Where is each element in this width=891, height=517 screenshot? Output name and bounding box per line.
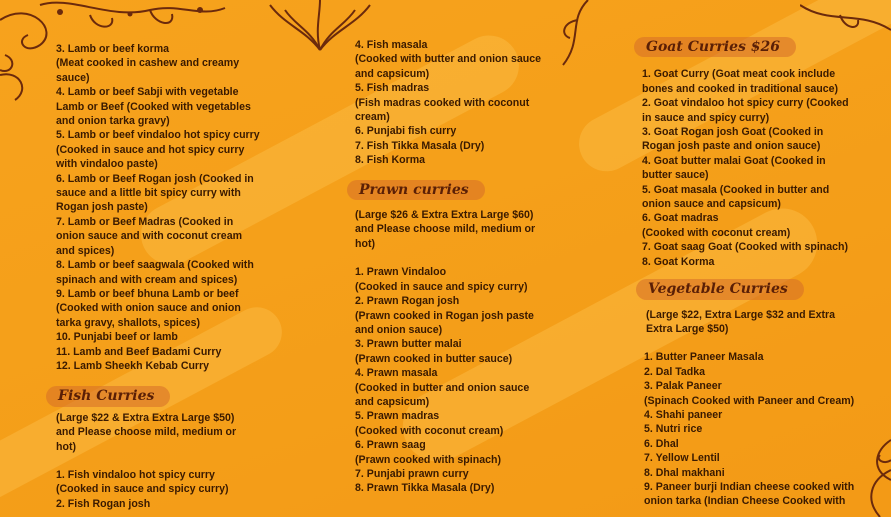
fish-curries-items-continued: 4. Fish masala (Cooked with butter and onion sauce and capsicum) 5. Fish madras (Fish madras cooked with coconut cream) 6. Punjabi fish curry 7. Fish Tikka Masala (Dry) 8. Fish Korma <box>355 39 541 167</box>
fish-curries-heading: Fish Curries <box>46 386 170 406</box>
prawn-curries-heading: Prawn curries <box>347 180 485 200</box>
fish-curries-intro: (Large $22 & Extra Extra Large $50) and Please choose mild, medium or hot) <box>56 411 237 453</box>
vegetable-curries-heading: Vegetable Curries <box>636 279 804 299</box>
vegetable-curries-items: 1. Butter Paneer Masala 2. Dal Tadka 3. Palak Paneer (Spinach Cooked with Paneer and Cream) 4. Shahi paneer 5. Nutri rice 6. Dhal 7. Yellow Lentil 8. Dhal makhani 9. Paneer burji Indian cheese cooked with onion tarka (Indian Cheese Cooked with <box>644 351 855 508</box>
menu-column-left <box>56 42 316 511</box>
prawn-curries-items: 1. Prawn Vindaloo (Cooked in sauce and spicy curry) 2. Prawn Rogan josh (Prawn cooked in Rogan josh paste and onion sauce) 3. Prawn butter malai (Prawn cooked in butter sauce) 4. Prawn masala (Cooked in butter and onion sauce and capsicum) 5. Prawn madras (Cooked with coconut cream) 6. Prawn saag (Prawn cooked with spinach) 7. Punjabi prawn curry 8. Prawn Tikka Masala (Dry) <box>355 266 534 495</box>
menu-column-middle <box>355 38 595 496</box>
goat-curries-heading: Goat Curries $26 <box>634 37 796 57</box>
fish-curries-items: 1. Fish vindaloo hot spicy curry (Cooked in sauce and spicy curry) 2. Fish Rogan josh <box>56 468 229 510</box>
prawn-curries-intro: (Large $26 & Extra Extra Large $60) and Please choose mild, medium or hot) <box>355 209 536 250</box>
goat-curries-items: 1. Goat Curry (Goat meat cook include bones and cooked in traditional sauce) 2. Goat vindaloo hot spicy curry (Cooked in sauce and spicy curry) 3. Goat Rogan josh Goat (Cooked in Rogan josh paste and onion sauce) 4. Goat butter malai Goat (Cooked in butter sauce) 5. Goat masala (Cooked in butter and onion sauce and capsicum) 6. Goat madras (Cooked with coconut cream) 7. Goat saag Goat (Cooked with spinach) 8. Goat Korma <box>642 68 849 268</box>
lamb-beef-items: 3. Lamb or beef korma (Meat cooked in cashew and creamy sauce) 4. Lamb or beef Sabji with vegetable Lamb or Beef (Cooked with vegetables and onion tarka gravy) 5. Lamb or beef vindaloo hot spicy curry (Cooked in sauce and hot spicy curry with vindaloo paste) 6. Lamb or Beef Rogan josh (Cooked in sauce and a little bit spicy curry with Rogan josh paste) 7. Lamb or Beef Madras (Cooked in onion sauce and with coconut cream and spices) 8. Lamb or beef saagwala (Cooked with spinach and with cream and spices) 9. Lamb or beef bhuna Lamb or beef (Cooked with onion sauce and onion tarka gravy, shallots, spices) 10. Punjabi beef or lamb 11. Lamb and Beef Badami Curry 12. Lamb Sheekh Kebab Curry <box>56 43 260 372</box>
vegetable-curries-intro: (Large $22, Extra Large $32 and Extra Extra Large $50) <box>646 308 836 335</box>
menu-column-right <box>642 37 887 509</box>
